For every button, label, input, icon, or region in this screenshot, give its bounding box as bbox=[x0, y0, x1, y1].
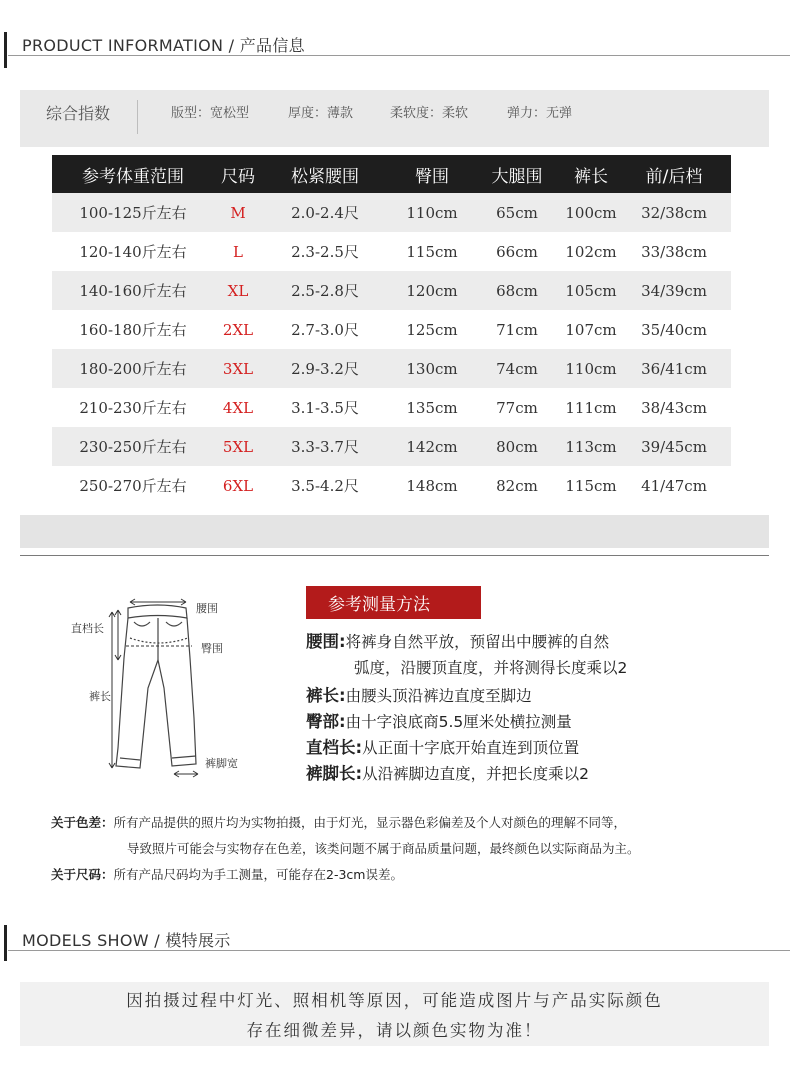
cell-weight: 120-140斤左右 bbox=[79, 243, 187, 261]
method-line-hem bbox=[306, 760, 589, 784]
section-bar bbox=[4, 925, 7, 961]
cell-rise: 34/39cm bbox=[641, 281, 707, 300]
method-term: 裤脚长: bbox=[306, 764, 363, 783]
cell-weight: 100-125斤左右 bbox=[79, 204, 187, 222]
note-size bbox=[51, 865, 403, 883]
header-thigh: 大腿围 bbox=[491, 166, 543, 187]
cell-waist: 2.5-2.8尺 bbox=[291, 282, 359, 300]
section-bar bbox=[4, 32, 7, 68]
cell-thigh: 68cm bbox=[496, 281, 538, 300]
cell-length: 111cm bbox=[565, 398, 617, 417]
cell-weight: 180-200斤左右 bbox=[79, 360, 187, 378]
cell-length: 110cm bbox=[565, 359, 617, 378]
table-footer-band bbox=[20, 515, 769, 548]
label-hem: 裤脚宽 bbox=[205, 757, 238, 770]
cell-rise: 35/40cm bbox=[641, 320, 707, 339]
cell-weight: 160-180斤左右 bbox=[79, 321, 187, 339]
cell-weight: 250-270斤左右 bbox=[79, 477, 187, 495]
cell-rise: 32/38cm bbox=[641, 203, 707, 222]
cell-weight: 210-230斤左右 bbox=[79, 399, 187, 417]
cell-thigh: 71cm bbox=[496, 320, 538, 339]
cell-size: L bbox=[233, 242, 243, 261]
cell-thigh: 82cm bbox=[496, 476, 538, 495]
cell-rise: 33/38cm bbox=[641, 242, 707, 261]
section-rule bbox=[8, 950, 790, 951]
method-text: 弧度，沿腰顶直度，并将测得长度乘以2 bbox=[354, 659, 628, 677]
index-item-stretch: 弹力：无弹 bbox=[507, 106, 573, 121]
table-footer-rule bbox=[20, 555, 769, 556]
cell-length: 105cm bbox=[565, 281, 617, 300]
cell-waist: 3.3-3.7尺 bbox=[291, 438, 359, 456]
pants-diagram bbox=[60, 598, 260, 788]
note-color bbox=[51, 813, 626, 831]
header-weight: 参考体重范围 bbox=[82, 166, 184, 187]
disclaimer-line-1: 因拍摄过程中灯光、照相机等原因，可能造成图片与产品实际颜色 bbox=[126, 991, 663, 1010]
note-term: 关于色差： bbox=[51, 815, 114, 830]
section-rule bbox=[8, 55, 790, 56]
method-text: 从沿裤脚边直度，并把长度乘以2 bbox=[362, 765, 589, 783]
table-header bbox=[52, 155, 731, 193]
method-text: 由十字浪底商5.5厘米处横拉测量 bbox=[345, 713, 572, 731]
method-term: 裤长: bbox=[306, 686, 346, 705]
index-item-softness: 柔软度：柔软 bbox=[390, 106, 469, 121]
cell-hip: 130cm bbox=[406, 359, 458, 378]
cell-size: XL bbox=[227, 281, 249, 300]
index-label: 综合指数 bbox=[46, 104, 111, 123]
index-item-thickness: 厚度：薄款 bbox=[288, 106, 354, 121]
method-term: 臀部: bbox=[306, 712, 346, 731]
label-rise: 直档长 bbox=[71, 622, 104, 635]
header-waist: 松紧腰围 bbox=[291, 166, 359, 187]
header-rise: 前/后档 bbox=[645, 166, 703, 187]
cell-length: 107cm bbox=[565, 320, 617, 339]
cell-size: 3XL bbox=[222, 359, 254, 378]
table-body bbox=[52, 193, 731, 505]
label-waist: 腰围 bbox=[196, 602, 218, 615]
models-show-header bbox=[0, 922, 790, 964]
cell-hip: 142cm bbox=[406, 437, 458, 456]
disclaimer-box bbox=[20, 982, 769, 1046]
method-text: 由腰头顶沿裤边直度至脚边 bbox=[345, 687, 532, 705]
index-box bbox=[20, 90, 769, 147]
header-size: 尺码 bbox=[221, 166, 255, 187]
cell-hip: 110cm bbox=[406, 203, 458, 222]
note-text: 导致照片可能会与实物存在色差，该类问题不属于商品质量问题，最终颜色以实际商品为主。 bbox=[127, 841, 640, 856]
table-row bbox=[52, 310, 731, 349]
cell-rise: 39/45cm bbox=[641, 437, 707, 456]
table-row bbox=[52, 349, 731, 388]
method-title-badge: 参考测量方法 bbox=[306, 586, 481, 619]
cell-length: 100cm bbox=[565, 203, 617, 222]
method-text: 从正面十字底开始直连到顶位置 bbox=[362, 739, 580, 757]
note-text: 所有产品尺码均为手工测量，可能存在2-3cm误差。 bbox=[113, 867, 403, 882]
note-color-cont bbox=[127, 839, 640, 857]
product-info-header bbox=[0, 28, 790, 70]
cell-waist: 2.0-2.4尺 bbox=[291, 204, 359, 222]
table-row bbox=[52, 193, 731, 232]
cell-hip: 148cm bbox=[406, 476, 458, 495]
cell-thigh: 66cm bbox=[496, 242, 538, 261]
cell-size: M bbox=[230, 203, 246, 222]
cell-waist: 2.7-3.0尺 bbox=[291, 321, 359, 339]
table-row bbox=[52, 271, 731, 310]
method-term: 直档长: bbox=[306, 738, 363, 757]
cell-thigh: 65cm bbox=[496, 203, 538, 222]
method-line-length bbox=[306, 682, 532, 706]
label-hip: 臀围 bbox=[201, 642, 223, 655]
index-divider bbox=[137, 100, 138, 134]
disclaimer-line-2: 存在细微差异，请以颜色实物为准！ bbox=[246, 1021, 543, 1040]
header-length: 裤长 bbox=[574, 166, 608, 187]
method-line-waist bbox=[306, 628, 609, 652]
cell-waist: 2.9-3.2尺 bbox=[291, 360, 359, 378]
cell-hip: 135cm bbox=[406, 398, 458, 417]
method-line-hip bbox=[306, 708, 572, 732]
cell-hip: 125cm bbox=[406, 320, 458, 339]
cell-hip: 115cm bbox=[406, 242, 458, 261]
cell-rise: 41/47cm bbox=[641, 476, 707, 495]
cell-rise: 38/43cm bbox=[641, 398, 707, 417]
method-term: 腰围: bbox=[306, 632, 346, 651]
cell-length: 115cm bbox=[565, 476, 617, 495]
table-row bbox=[52, 388, 731, 427]
method-line-rise bbox=[306, 734, 579, 758]
cell-hip: 120cm bbox=[406, 281, 458, 300]
cell-weight: 140-160斤左右 bbox=[79, 282, 187, 300]
cell-size: 6XL bbox=[222, 476, 254, 495]
table-row bbox=[52, 466, 731, 505]
cell-waist: 3.1-3.5尺 bbox=[291, 399, 359, 417]
cell-size: 4XL bbox=[222, 398, 254, 417]
size-table bbox=[52, 155, 731, 505]
section-title: MODELS SHOW / 模特展示 bbox=[22, 931, 231, 950]
cell-waist: 2.3-2.5尺 bbox=[291, 243, 359, 261]
table-row bbox=[52, 232, 731, 271]
index-item-fit: 版型：宽松型 bbox=[171, 106, 250, 121]
label-length: 裤长 bbox=[89, 690, 111, 703]
cell-length: 113cm bbox=[565, 437, 617, 456]
cell-length: 102cm bbox=[565, 242, 617, 261]
cell-size: 5XL bbox=[222, 437, 254, 456]
header-hip: 臀围 bbox=[415, 166, 449, 187]
method-text: 将裤身自然平放，预留出中腰裤的自然 bbox=[345, 633, 610, 651]
cell-thigh: 77cm bbox=[496, 398, 538, 417]
method-line-waist-cont bbox=[354, 656, 627, 678]
table-row bbox=[52, 427, 731, 466]
cell-rise: 36/41cm bbox=[641, 359, 707, 378]
note-term: 关于尺码： bbox=[51, 867, 114, 882]
cell-thigh: 80cm bbox=[496, 437, 538, 456]
cell-size: 2XL bbox=[222, 320, 254, 339]
note-text: 所有产品提供的照片均为实物拍摄，由于灯光，显示器色彩偏差及个人对颜色的理解不同等， bbox=[113, 815, 627, 830]
cell-thigh: 74cm bbox=[496, 359, 538, 378]
cell-waist: 3.5-4.2尺 bbox=[291, 477, 359, 495]
cell-weight: 230-250斤左右 bbox=[79, 438, 187, 456]
section-title: PRODUCT INFORMATION / 产品信息 bbox=[22, 36, 305, 55]
